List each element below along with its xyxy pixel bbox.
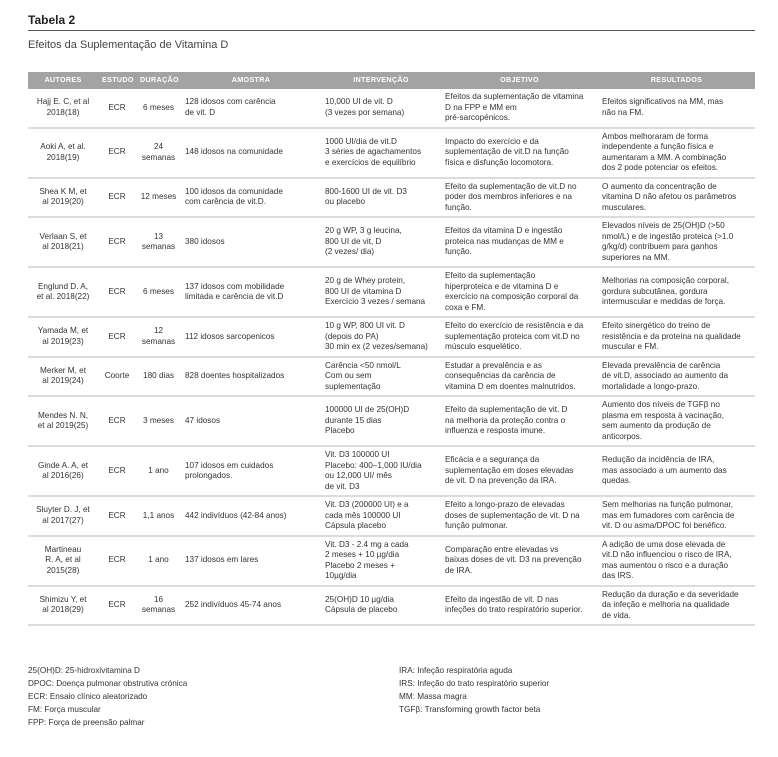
table-cell: Vit. D3 100000 UI Placebo: 400–1,000 IU/dia ou 12,000 UI/ mês de vit. D3 bbox=[321, 446, 441, 496]
table-cell: ECR bbox=[98, 536, 136, 586]
table-cell: ECR bbox=[98, 178, 136, 218]
table-header-row bbox=[28, 72, 755, 89]
table-cell: Efeitos da suplementação de vitamina D na FPP e MM em pré-sarcopénicos. bbox=[441, 89, 598, 128]
table-row bbox=[28, 128, 755, 178]
column-header: OBJETIVO bbox=[441, 72, 598, 89]
table-cell: 12 meses bbox=[136, 178, 181, 218]
column-header: DURAÇÃO bbox=[136, 72, 181, 89]
table-cell: Efeito da ingestão de vit. D nas infeções do trato respiratório superior. bbox=[441, 586, 598, 626]
table-cell: Elevada prevalência de carência de vit.D, associado ao aumento da mortalidade a longo-prazo. bbox=[598, 357, 755, 397]
table-cell: 1000 UI/dia de vit.D 3 séries de agachamentos e exercícios de equilíbrio bbox=[321, 128, 441, 178]
table-cell: Verlaan S, et al 2018(21) bbox=[28, 217, 98, 267]
table-row bbox=[28, 217, 755, 267]
table-cell: 13 semanas bbox=[136, 217, 181, 267]
table-cell: Efeito do exercício de resistência e da suplementação proteica com vit.D no músculo esquelético. bbox=[441, 317, 598, 357]
table-cell: Ambos melhoraram de forma independente a função física e aumentaram a MM. A combinação dos 2 pode potenciar os efeitos. bbox=[598, 128, 755, 178]
table-cell: Vit. D3 - 2.4 mg a cada 2 meses + 10 µg/dia Placebo 2 meses + 10µg/dia bbox=[321, 536, 441, 586]
table-cell: 380 idosos bbox=[181, 217, 321, 267]
title-divider bbox=[28, 30, 755, 31]
footnotes-left bbox=[28, 664, 187, 729]
table-cell: 828 doentes hospitalizados bbox=[181, 357, 321, 397]
table-cell: 252 indivíduos 45-74 anos bbox=[181, 586, 321, 626]
footnote: TGFβ: Transforming growth factor beta bbox=[399, 705, 541, 714]
table-cell: Melhorias na composição corporal, gordura subcutânea, gordura intermuscular e medidas de força. bbox=[598, 267, 755, 317]
table-cell: 137 idosos em lares bbox=[181, 536, 321, 586]
table-cell: Hajj E. C, et al 2018(18) bbox=[28, 89, 98, 128]
table-cell: 47 idosos bbox=[181, 396, 321, 446]
table-cell: 137 idosos com mobilidade limitada e carência de vit.D bbox=[181, 267, 321, 317]
table-cell: 10 g WP, 800 UI vit. D (depois do PA) 30 min ex (2 vezes/semana) bbox=[321, 317, 441, 357]
table-row bbox=[28, 536, 755, 586]
table-cell: 3 meses bbox=[136, 396, 181, 446]
table-cell: Comparação entre elevadas vs baixas doses de vit. D3 na prevenção de IRA. bbox=[441, 536, 598, 586]
table-cell: Mendes N. N, et al 2019(25) bbox=[28, 396, 98, 446]
table-cell: 6 meses bbox=[136, 267, 181, 317]
table-cell: 148 idosos na comunidade bbox=[181, 128, 321, 178]
footnote: IRA: Infeção respiratória aguda bbox=[399, 666, 513, 675]
table-cell: Impacto do exercício e da suplementação de vit.D na função física e disfunção locomotora. bbox=[441, 128, 598, 178]
table-row bbox=[28, 357, 755, 397]
table-cell: Carência <50 nmol/L Com ou sem suplementação bbox=[321, 357, 441, 397]
table-cell: Efeitos da vitamina D e ingestão proteica nas mudanças de MM e função. bbox=[441, 217, 598, 267]
table-row bbox=[28, 178, 755, 218]
table-cell: Martineau R. A, et al 2015(28) bbox=[28, 536, 98, 586]
table-cell: ECR bbox=[98, 217, 136, 267]
table-cell: 1 ano bbox=[136, 536, 181, 586]
table-cell: Yamada M, et al 2019(23) bbox=[28, 317, 98, 357]
table-cell: 112 idosos sarcopenicos bbox=[181, 317, 321, 357]
table-cell: ECR bbox=[98, 396, 136, 446]
table-cell: Efeito da suplementação de vit.D no poder dos membros inferiores e na função. bbox=[441, 178, 598, 218]
table-cell: 128 idosos com carência de vit. D bbox=[181, 89, 321, 128]
table-cell: Coorte bbox=[98, 357, 136, 397]
table-cell: 1,1 anos bbox=[136, 496, 181, 536]
table-cell: Efeito a longo-prazo de elevadas doses de suplementação de vit. D na função pulmonar. bbox=[441, 496, 598, 536]
table-cell: 800-1600 UI de vit. D3 ou placebo bbox=[321, 178, 441, 218]
table-cell: 24 semanas bbox=[136, 128, 181, 178]
table-cell: 1 ano bbox=[136, 446, 181, 496]
table-cell: ECR bbox=[98, 267, 136, 317]
table-cell: Englund D. A, et al. 2018(22) bbox=[28, 267, 98, 317]
table-row bbox=[28, 267, 755, 317]
table-cell: 6 meses bbox=[136, 89, 181, 128]
table-row bbox=[28, 446, 755, 496]
footnote: FM: Força muscular bbox=[28, 705, 101, 714]
table-cell: Vit. D3 (200000 UI) e a cada mês 100000 UI Cápsula placebo bbox=[321, 496, 441, 536]
table-cell: Sluyter D. J, et al 2017(27) bbox=[28, 496, 98, 536]
table-cell: Estudar a prevalência e as consequências da carência de vitamina D em doentes malnutridos. bbox=[441, 357, 598, 397]
table-cell: 25(OH)D 10 µg/dia Cápsula de placebo bbox=[321, 586, 441, 626]
table-cell: Eficácia e a segurança da suplementação em doses elevadas de vit. D na prevenção da IRA. bbox=[441, 446, 598, 496]
table-cell: Elevados níveis de 25(OH)D (>50 nmol/L) e de ingestão proteica (>1.0 g/kg/d) contribuem para ganhos superiores na MM. bbox=[598, 217, 755, 267]
table-cell: 180 dias bbox=[136, 357, 181, 397]
data-table bbox=[28, 72, 755, 626]
table-cell: ECR bbox=[98, 89, 136, 128]
column-header: ESTUDO bbox=[98, 72, 136, 89]
footnote: DPOC: Doença pulmonar obstrutiva crónica bbox=[28, 679, 188, 688]
footnote: MM: Massa magra bbox=[399, 692, 467, 701]
column-header: INTERVENÇÃO bbox=[321, 72, 441, 89]
table-row bbox=[28, 317, 755, 357]
column-header: AUTORES bbox=[28, 72, 98, 89]
footnotes-right bbox=[399, 664, 549, 716]
footnote: FPP: Força de preensão palmar bbox=[28, 718, 145, 727]
table-cell: ECR bbox=[98, 586, 136, 626]
table-cell: Efeitos significativos na MM, mas não na FM. bbox=[598, 89, 755, 128]
table-cell: Redução da incidência de IRA, mas associado a um aumento das quedas. bbox=[598, 446, 755, 496]
table-cell: 107 idosos em cuidados prolongados. bbox=[181, 446, 321, 496]
table-cell: ECR bbox=[98, 446, 136, 496]
table-cell: Efeito da suplementação hiperproteica e de vitamina D e exercício na composição corporal da coxa e FM. bbox=[441, 267, 598, 317]
footnote: IRS: Infeção do trato respiratório superior bbox=[399, 679, 550, 688]
table-row bbox=[28, 396, 755, 446]
table-cell: 10,000 UI de vit. D (3 vezes por semana) bbox=[321, 89, 441, 128]
table-cell: 442 indivíduos (42-84 anos) bbox=[181, 496, 321, 536]
table-cell: Shea K M, et al 2019(20) bbox=[28, 178, 98, 218]
table-cell: 100000 UI de 25(OH)D durante 15 dias Placebo bbox=[321, 396, 441, 446]
table-cell: 16 semanas bbox=[136, 586, 181, 626]
table-cell: Efeito da suplementação de vit. D na melhoria da proteção contra o influenza e resposta imune. bbox=[441, 396, 598, 446]
footnote: 25(OH)D: 25-hidroxivitamina D bbox=[28, 666, 140, 675]
table-cell: ECR bbox=[98, 317, 136, 357]
table-row bbox=[28, 496, 755, 536]
table-cell: ECR bbox=[98, 128, 136, 178]
table-cell: 100 idosos da comunidade com carência de vit.D. bbox=[181, 178, 321, 218]
table-cell: ECR bbox=[98, 496, 136, 536]
table-title: Tabela 2 bbox=[28, 13, 76, 27]
table-cell: 12 semanas bbox=[136, 317, 181, 357]
table-cell: 20 g WP, 3 g leucina, 800 UI de vit, D (2 vezes/ dia) bbox=[321, 217, 441, 267]
table-cell: Ginde A. A, et al 2016(26) bbox=[28, 446, 98, 496]
table-row bbox=[28, 89, 755, 128]
table-cell: Merker M, et al 2019(24) bbox=[28, 357, 98, 397]
table-cell: A adição de uma dose elevada de vit.D não influenciou o risco de IRA, mas aumentou o risco e a duração das IRS. bbox=[598, 536, 755, 586]
table-subtitle: Efeitos da Suplementação de Vitamina D bbox=[28, 39, 229, 51]
column-header: AMOSTRA bbox=[181, 72, 321, 89]
table-cell: Shimizu Y, et al 2018(29) bbox=[28, 586, 98, 626]
table-cell: Redução da duração e da severidade da infeção e melhoria na qualidade de vida. bbox=[598, 586, 755, 626]
table-cell: Sem melhorias na função pulmonar, mas em fumadores com carência de vit. D ou asma/DPOC foi benéfico. bbox=[598, 496, 755, 536]
table-cell: Aoki A, et al. 2018(19) bbox=[28, 128, 98, 178]
column-header: RESULTADOS bbox=[598, 72, 755, 89]
table-cell: Aumento dos níveis de TGFβ no plasma em resposta à vacinação, sem aumento da produção de anticorpos. bbox=[598, 396, 755, 446]
table-cell: Efeito sinergético do treino de resistência e da proteína na qualidade muscular e FM. bbox=[598, 317, 755, 357]
table-cell: O aumento da concentração de vitamina D não afetou os parâmetros musculares. bbox=[598, 178, 755, 218]
table-row bbox=[28, 586, 755, 626]
footnote: ECR: Ensaio clínico aleatorizado bbox=[28, 692, 148, 701]
table-cell: 20 g de Whey protein, 800 UI de vitamina D Exercício 3 vezes / semana bbox=[321, 267, 441, 317]
